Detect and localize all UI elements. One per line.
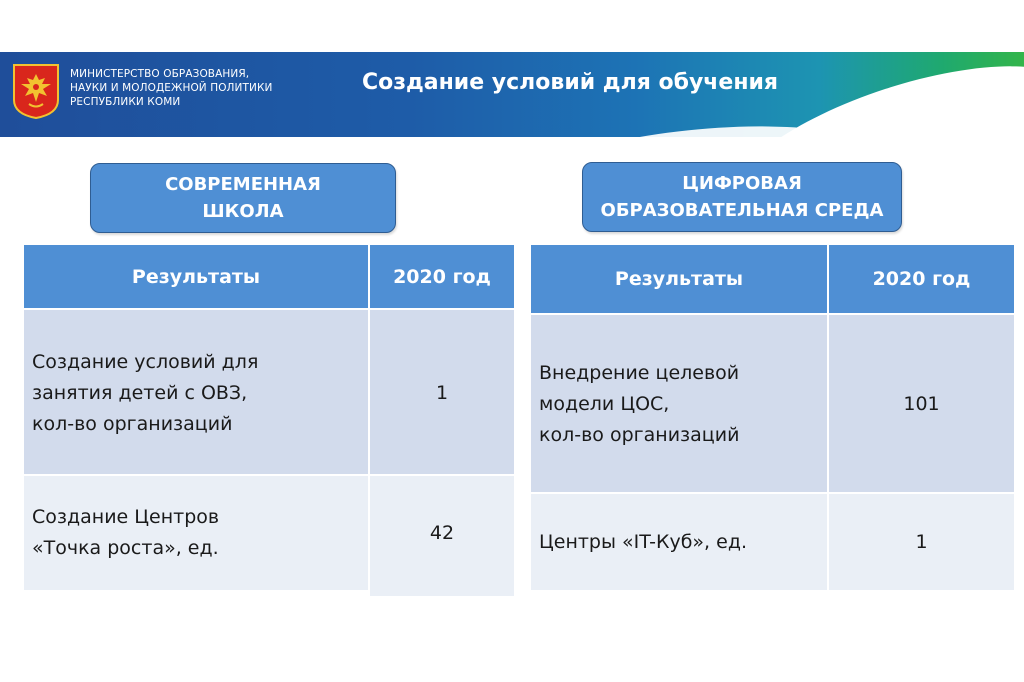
section-label-line: ОБРАЗОВАТЕЛЬНАЯ СРЕДА [600,200,884,221]
column-header-year: 2020 год [368,245,514,308]
ministry-name [70,67,300,109]
slide-title: Создание условий для обучения [361,70,779,95]
table-row-label [24,308,368,476]
section-label-line: СОВРЕМЕННАЯ [165,174,321,195]
ministry-line: НАУКИ И МОЛОДЕЖНОЙ ПОЛИТИКИ [70,82,273,94]
section-label-line: ЦИФРОВАЯ [682,173,802,194]
ministry-line: РЕСПУБЛИКИ КОМИ [70,96,181,108]
row-label-line: Центры «IT-Куб», ед. [539,530,747,553]
row-label-line: модели ЦОС, [539,393,670,415]
row-label-line: кол-во организаций [32,412,233,435]
row-label-line: занятия детей с ОВЗ, [32,381,248,404]
komi-emblem-icon [11,62,61,120]
table-row-label [531,313,827,494]
section-label-line: ШКОЛА [202,201,284,222]
table-row-value: 101 [827,313,1014,494]
column-header-year: 2020 год [827,245,1014,313]
row-label-line: Создание условий для [32,350,259,373]
section-label-modern-school [90,163,396,233]
column-header-results: Результаты [531,245,827,313]
table-row-value: 42 [368,474,514,596]
header-banner [0,52,1024,137]
row-label-line: Внедрение целевой [539,362,740,384]
ministry-line: МИНИСТЕРСТВО ОБРАЗОВАНИЯ, [70,68,250,80]
column-header-results: Результаты [24,245,368,308]
row-label-line: кол-во организаций [539,424,740,446]
section-label-digital-environment [582,162,902,232]
row-label-line: Создание Центров [32,506,220,528]
table-row-label [24,474,368,590]
table-row-label [531,492,827,590]
row-label-line: «Точка роста», ед. [32,537,219,559]
table-row-value: 1 [827,492,1014,590]
table-row-value: 1 [368,308,514,476]
